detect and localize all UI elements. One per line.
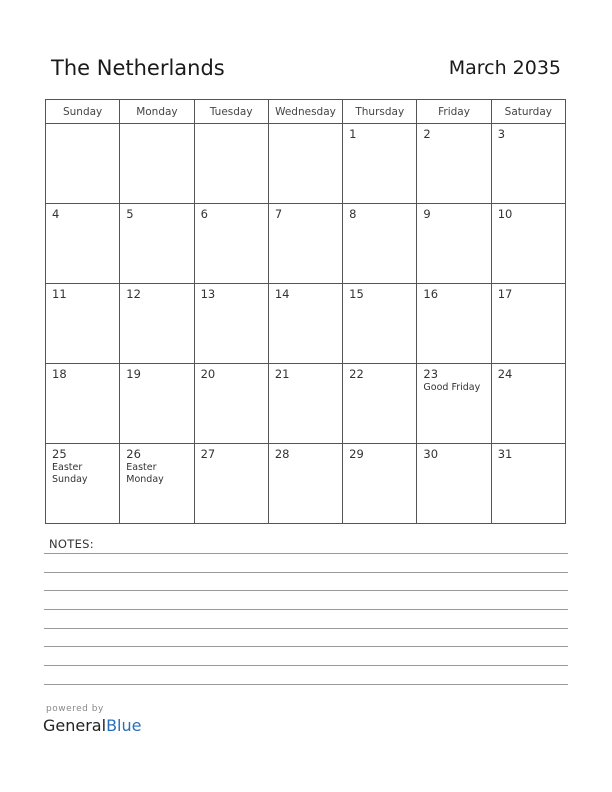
day-number: 14 — [274, 287, 290, 301]
generalblue-logo — [43, 716, 141, 735]
day-cell — [46, 124, 120, 204]
day-number: 8 — [349, 207, 357, 221]
day-number: 24 — [497, 367, 513, 381]
day-number: 13 — [200, 287, 216, 301]
day-number: 26 — [126, 447, 141, 461]
day-cell — [343, 364, 417, 444]
holiday-label: Good Friday — [423, 382, 481, 393]
day-number: 9 — [423, 207, 431, 221]
weekday-wednesday: Wednesday — [268, 100, 342, 124]
note-line — [44, 609, 568, 610]
day-number: 16 — [423, 287, 439, 301]
month-title: March 2035 — [448, 57, 561, 79]
day-cell — [120, 204, 194, 284]
note-line — [44, 628, 568, 629]
day-cell — [46, 204, 120, 284]
weekday-saturday: Saturday — [491, 100, 565, 124]
weekday-friday: Friday — [417, 100, 491, 124]
day-cell — [417, 364, 491, 444]
day-cell — [417, 124, 491, 204]
day-cell — [46, 364, 120, 444]
day-cell — [194, 364, 268, 444]
weekday-thursday: Thursday — [343, 100, 417, 124]
day-number: 25 — [52, 447, 67, 461]
day-number: 23 — [423, 367, 439, 381]
day-cell — [343, 124, 417, 204]
day-number: 10 — [497, 207, 513, 221]
day-number: 30 — [423, 447, 439, 461]
weekday-sunday: Sunday — [46, 100, 120, 124]
day-cell — [120, 284, 194, 364]
weekday-header-row — [46, 100, 566, 124]
day-cell — [268, 364, 342, 444]
day-cell — [268, 284, 342, 364]
note-line — [44, 553, 568, 554]
brand-blue: Blue — [106, 716, 142, 735]
day-cell — [491, 444, 565, 524]
day-cell — [268, 204, 342, 284]
country-title: The Netherlands — [51, 56, 225, 80]
day-cell — [491, 284, 565, 364]
note-line — [44, 572, 568, 573]
day-number: 12 — [126, 287, 141, 301]
day-number: 18 — [52, 367, 67, 381]
week-row — [46, 444, 566, 524]
notes-label: NOTES: — [49, 537, 94, 551]
day-number: 5 — [126, 207, 134, 221]
day-cell — [417, 444, 491, 524]
week-row — [46, 364, 566, 444]
day-number: 22 — [349, 367, 364, 381]
day-cell — [268, 444, 342, 524]
week-row — [46, 204, 566, 284]
day-cell — [268, 124, 342, 204]
day-number: 17 — [497, 287, 513, 301]
day-cell — [491, 124, 565, 204]
day-number: 20 — [200, 367, 216, 381]
day-number: 1 — [349, 127, 357, 141]
day-cell — [120, 364, 194, 444]
day-number: 2 — [423, 127, 431, 141]
calendar-grid — [45, 99, 566, 524]
note-line — [44, 684, 568, 685]
weekday-monday: Monday — [120, 100, 194, 124]
day-number: 29 — [349, 447, 364, 461]
week-row — [46, 124, 566, 204]
day-number: 21 — [274, 367, 290, 381]
day-cell — [194, 444, 268, 524]
weekday-tuesday: Tuesday — [194, 100, 268, 124]
day-number: 27 — [200, 447, 216, 461]
day-cell — [120, 124, 194, 204]
holiday-label: Easter Monday — [126, 462, 164, 485]
note-line — [44, 665, 568, 666]
day-number: 11 — [52, 287, 67, 301]
day-number: 19 — [126, 367, 141, 381]
note-line — [44, 646, 568, 647]
day-cell — [343, 284, 417, 364]
day-number: 3 — [497, 127, 506, 141]
day-number: 4 — [52, 207, 60, 221]
day-cell — [343, 444, 417, 524]
holiday-label: Easter Sunday — [52, 462, 88, 485]
day-cell — [491, 364, 565, 444]
brand-general: General — [43, 716, 107, 735]
week-row — [46, 284, 566, 364]
day-cell — [194, 284, 268, 364]
day-number: 15 — [349, 287, 364, 301]
day-number: 7 — [274, 207, 283, 221]
day-cell — [343, 204, 417, 284]
day-cell — [194, 124, 268, 204]
day-cell — [46, 444, 120, 524]
day-number: 28 — [274, 447, 290, 461]
day-cell — [120, 444, 194, 524]
note-line — [44, 590, 568, 591]
day-cell — [417, 204, 491, 284]
day-cell — [491, 204, 565, 284]
powered-by-text: powered by — [46, 704, 104, 714]
day-number: 31 — [497, 447, 513, 461]
day-cell — [417, 284, 491, 364]
day-cell — [46, 284, 120, 364]
day-number: 6 — [200, 207, 208, 221]
day-cell — [194, 204, 268, 284]
